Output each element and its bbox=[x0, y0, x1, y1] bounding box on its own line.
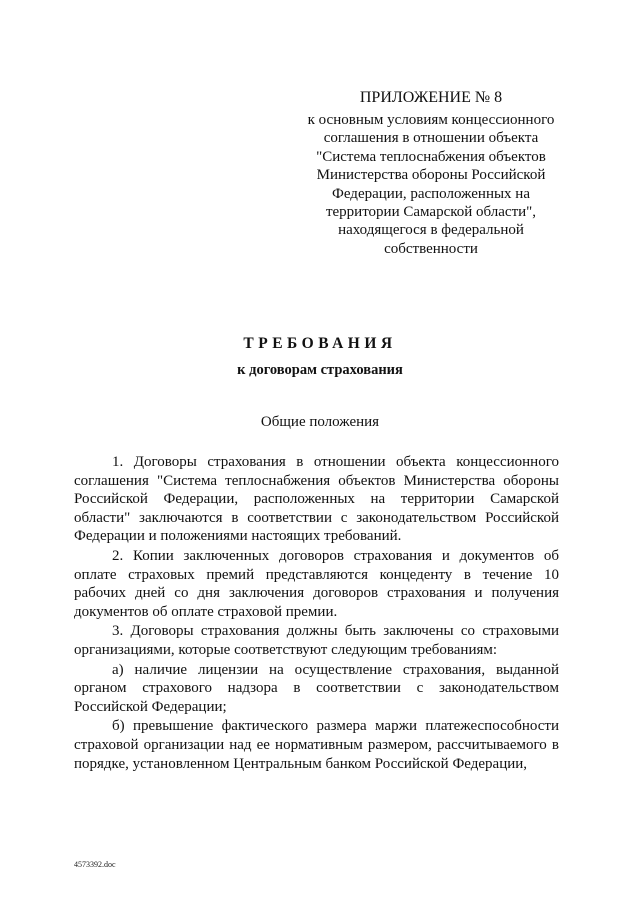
document-title: ТРЕБОВАНИЯ bbox=[243, 335, 397, 352]
appendix-block bbox=[300, 88, 562, 258]
appendix-line: соглашения в отношении объекта bbox=[323, 130, 539, 147]
paragraph: 2. Копии заключенных договоров страхования и документов об оплате страховых премий представляются концеденту в течение 10 рабочих дней со дня заключения договоров страхования и получения документов об оплате страховой премии. bbox=[74, 547, 559, 620]
appendix-line: собственности bbox=[384, 240, 478, 257]
appendix-line: к основным условиям концессионного bbox=[307, 112, 555, 128]
paragraph: б) превышение фактического размера маржи платежеспособности страховой организации над ее нормативным размером, рассчитываемого в порядке, установленном Центральным банком Российской Федерации, bbox=[74, 718, 559, 772]
paragraph: 1. Договоры страхования в отношении объекта концессионного соглашения "Система теплоснабжения объектов Министерства обороны Российской Федерации, расположенных на территории Самарской области" заключаются в соответствии с законодательством Российской Федерации и положениями настоящих требований. bbox=[74, 454, 559, 545]
appendix-title: ПРИЛОЖЕНИЕ № 8 bbox=[359, 89, 503, 106]
appendix-line: находящегося в федеральной bbox=[338, 222, 524, 239]
appendix-line: Федерации, расположенных на bbox=[332, 185, 530, 202]
appendix-line: Министерства обороны Российской bbox=[316, 167, 546, 184]
document-body bbox=[74, 453, 559, 774]
paragraph: а) наличие лицензии на осуществление страхования, выданной органом страхового надзора в соответствии с законодательством Российской Федерации; bbox=[74, 661, 559, 715]
appendix-line: территории Самарской области", bbox=[325, 204, 537, 221]
section-heading: Общие положения bbox=[260, 414, 380, 430]
appendix-line: "Система теплоснабжения объектов bbox=[316, 148, 546, 165]
paragraph: 3. Договоры страхования должны быть заключены со страховыми организациями, которые соответствуют следующим требованиям: bbox=[74, 623, 559, 658]
footer-file-code: 4573392.doc bbox=[74, 860, 116, 869]
document-subtitle: к договорам страхования bbox=[237, 362, 403, 378]
